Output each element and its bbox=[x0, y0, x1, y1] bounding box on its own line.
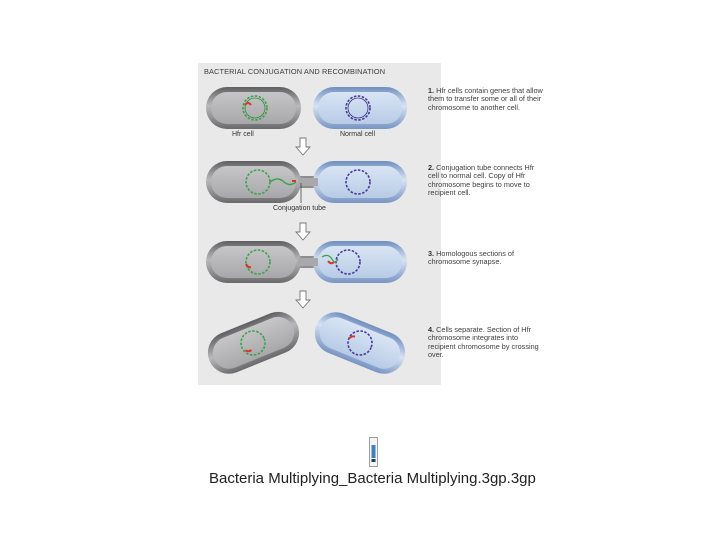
conjugation-tube-label: Conjugation tube bbox=[273, 205, 326, 212]
step-2: 2. Conjugation tube connects Hfr cell to normal cell. Copy of Hfr chromosome begins to move to recipient cell. bbox=[428, 163, 535, 197]
down-arrow-1 bbox=[296, 138, 310, 155]
figure-title: BACTERIAL CONJUGATION AND RECOMBINATION bbox=[204, 67, 386, 76]
file-caption[interactable]: Bacteria Multiplying_Bacteria Multiplying.3gp.3gp bbox=[209, 470, 536, 487]
row1-cells bbox=[206, 87, 407, 129]
down-arrow-2 bbox=[296, 223, 310, 240]
step-1: 1. Hfr cells contain genes that allow them to transfer some or all of their chromosome to another cell. bbox=[428, 86, 543, 112]
row3-cells bbox=[206, 241, 407, 283]
down-arrow-3 bbox=[296, 291, 310, 308]
row4-cells bbox=[202, 306, 412, 381]
hfr-cell-label: Hfr cell bbox=[232, 131, 254, 138]
step-3: 3. Homologous sections of chromosome synapse. bbox=[428, 249, 515, 267]
normal-cell-label: Normal cell bbox=[340, 131, 376, 138]
conjugation-figure bbox=[198, 63, 543, 385]
video-file-icon[interactable] bbox=[369, 437, 378, 467]
figure-illustration bbox=[198, 63, 441, 385]
step-4: 4. Cells separate. Section of Hfr chromosome integrates into recipient chromosome by crossing over. bbox=[428, 325, 539, 359]
row2-cells bbox=[206, 161, 407, 203]
